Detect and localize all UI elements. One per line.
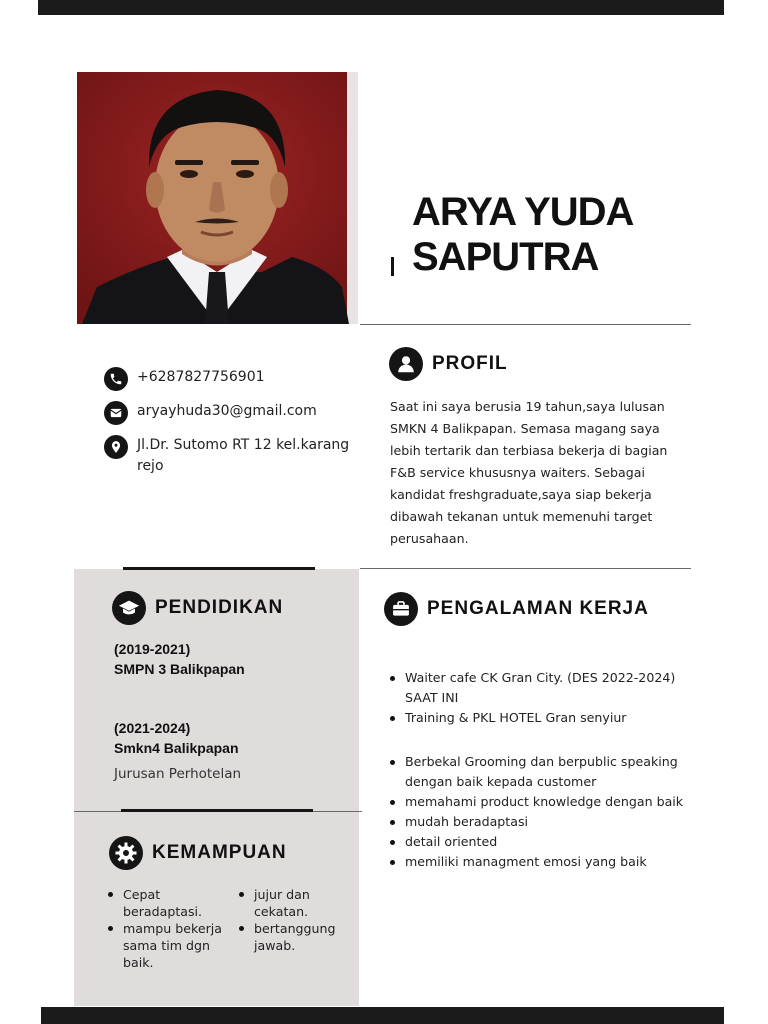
divider-top xyxy=(360,324,691,325)
contact-phone xyxy=(104,367,265,391)
kemampuan-list-1 xyxy=(106,886,232,971)
profil-title: PROFIL xyxy=(432,353,508,374)
profil-heading xyxy=(389,347,508,381)
pengalaman-title: PENGALAMAN KERJA xyxy=(427,598,649,619)
job-list xyxy=(387,668,677,728)
edu-1-period: (2019-2021) xyxy=(114,641,191,657)
location-icon xyxy=(104,435,128,459)
contact-address xyxy=(104,435,364,477)
list-item: bertanggung jawab. xyxy=(237,920,352,954)
kemampuan-title: KEMAMPUAN xyxy=(152,842,287,863)
kemampuan-heading xyxy=(109,836,287,870)
phone-text: +6287827756901 xyxy=(137,369,265,385)
pendidikan-title: PENDIDIKAN xyxy=(155,597,284,618)
gear-icon xyxy=(109,836,143,870)
list-item: memiliki managment emosi yang baik xyxy=(387,852,687,872)
experience-skill-list xyxy=(387,752,687,872)
bottom-decorative-bar xyxy=(41,1007,724,1024)
pengalaman-heading xyxy=(384,592,649,626)
edu-2-period: (2021-2024) xyxy=(114,720,191,736)
edu-1-school: SMPN 3 Balikpapan xyxy=(114,661,245,677)
email-text: aryayhuda30@gmail.com xyxy=(137,403,317,419)
list-item: mudah beradaptasi xyxy=(387,812,687,832)
contact-email xyxy=(104,401,317,425)
list-item: Waiter cafe CK Gran City. (DES 2022-2024) SAAT INI xyxy=(387,668,677,708)
profil-text: Saat ini saya berusia 19 tahun,saya lulusan SMKN 4 Balikpapan. Semasa magang saya lebih tertarik dan terbiasa bekerja di bagian F&B service khususnya waiters. Sebagai kandidat freshgraduate,saya siap bekerja dibawah tekanan untuk memenuhi target perusahaan. xyxy=(390,399,668,546)
briefcase-icon xyxy=(384,592,418,626)
address-text: Jl.Dr. Sutomo RT 12 kel.karang rejo xyxy=(137,437,350,474)
phone-icon xyxy=(104,367,128,391)
email-icon xyxy=(104,401,128,425)
panel-top-line xyxy=(123,567,315,570)
edu-2-major: Jurusan Perhotelan xyxy=(114,766,242,782)
list-item: Training & PKL HOTEL Gran senyiur xyxy=(387,708,677,728)
list-item: Berbekal Grooming dan berpublic speaking dengan baik kepada customer xyxy=(387,752,687,792)
name-line-2: SAPUTRA xyxy=(412,235,599,279)
user-icon xyxy=(389,347,423,381)
divider-middle xyxy=(360,568,691,569)
list-item: mampu bekerja sama tim dgn baik. xyxy=(106,920,232,971)
name-line-1: ARYA YUDA xyxy=(412,190,634,234)
edu-2-school: Smkn4 Balikpapan xyxy=(114,740,239,756)
list-item: detail oriented xyxy=(387,832,687,852)
graduation-cap-icon xyxy=(112,591,146,625)
full-name xyxy=(412,190,633,280)
list-item: jujur dan cekatan. xyxy=(237,886,352,920)
panel-mid-line xyxy=(121,809,313,812)
list-item: memahami product knowledge dengan baik xyxy=(387,792,687,812)
pendidikan-heading xyxy=(112,591,283,625)
list-item: Cepat beradaptasi. xyxy=(106,886,232,920)
name-accent-bar xyxy=(391,257,394,276)
kemampuan-list-2 xyxy=(237,886,352,954)
top-decorative-bar xyxy=(38,0,724,15)
profile-photo xyxy=(77,72,358,324)
